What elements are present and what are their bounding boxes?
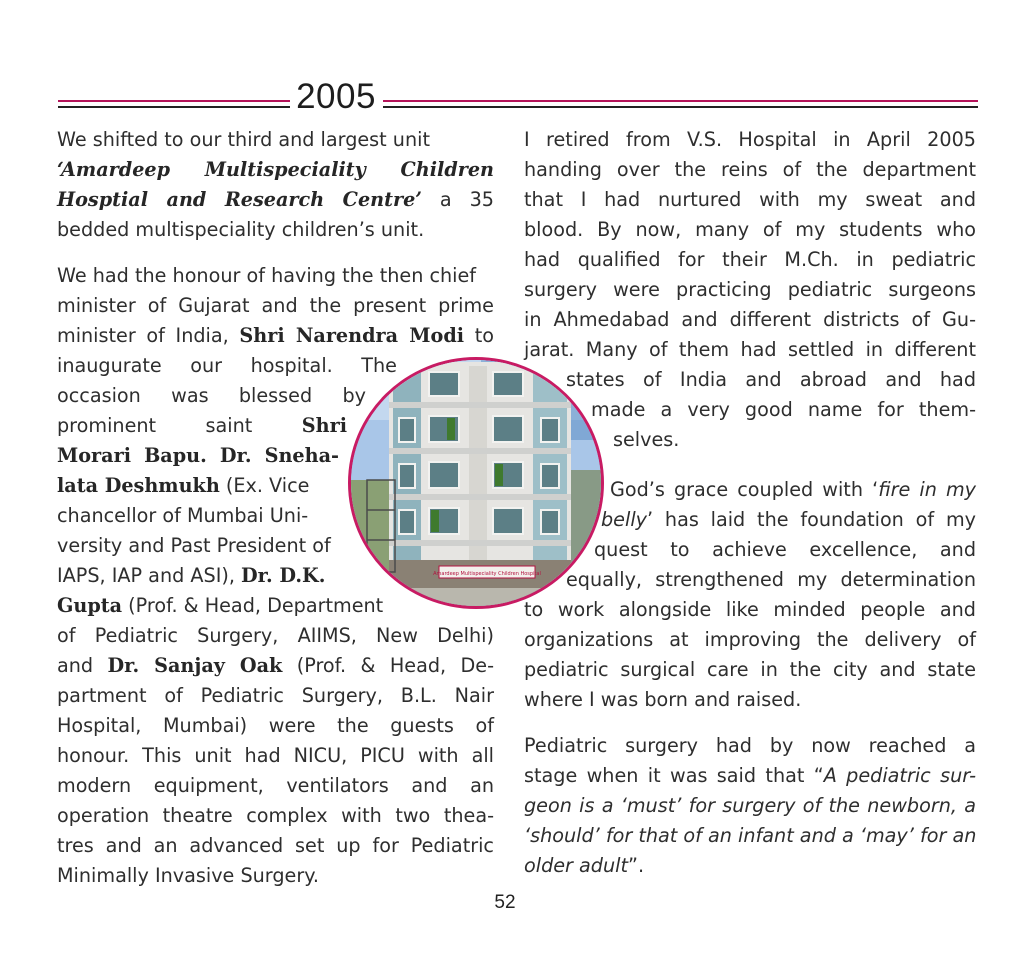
text-line: stage when it was said that “A pediatric sur- xyxy=(524,764,976,787)
text-line: of Pediatric Surgery, AIIMS, New Delhi) xyxy=(57,624,494,647)
text-line: states of India and abroad and had xyxy=(566,368,976,391)
text-line: bedded multispeciality children’s unit. xyxy=(57,218,425,241)
text-line: belly’ has laid the foundation of my xyxy=(601,508,976,531)
text-line: occasion was blessed by xyxy=(57,384,366,407)
text-line: IAPS, IAP and ASI), Dr. D.K. xyxy=(57,564,326,587)
text-line: inaugurate our hospital. The xyxy=(57,354,397,377)
text-line: geon is a ‘must’ for surgery of the newborn, a xyxy=(524,794,976,817)
text-line: minister of India, Shri Narendra Modi to xyxy=(57,324,494,347)
hospital-building-photo xyxy=(348,357,604,609)
header-rule-black-left xyxy=(58,106,290,108)
text-line: pediatric surgical care in the city and state xyxy=(524,658,976,681)
text-line: operation theatre complex with two thea- xyxy=(57,804,494,827)
text-line: equally, strengthened my determination xyxy=(566,568,976,591)
text-line: tres and an advanced set up for Pediatric xyxy=(57,834,494,857)
text-line: that I had nurtured with my sweat and xyxy=(524,188,976,211)
text-line: had qualified for their M.Ch. in pediatric xyxy=(524,248,976,271)
text-line: jarat. Many of them had settled in different xyxy=(524,338,976,361)
text-line: selves. xyxy=(613,428,680,451)
text-line: Gupta (Prof. & Head, Department xyxy=(57,594,384,617)
text-line: and Dr. Sanjay Oak (Prof. & Head, De- xyxy=(57,654,495,677)
header-rule-pink-right xyxy=(383,100,978,102)
text-line: blood. By now, many of my students who xyxy=(524,218,976,241)
text-line: older adult”. xyxy=(524,854,645,877)
text-line: lata Deshmukh (Ex. Vice xyxy=(57,474,310,497)
text-line: We had the honour of having the then chief xyxy=(57,264,477,287)
text-line: to work alongside like minded people and xyxy=(524,598,976,621)
text-line: surgery were practicing pediatric surgeons xyxy=(524,278,976,301)
text-line: Morari Bapu. Dr. Sneha- xyxy=(57,444,339,467)
text-line: where I was born and raised. xyxy=(524,688,802,711)
unit-title-line2: Hosptial and Research Centre’ a 35 xyxy=(57,188,494,211)
text-line: Minimally Invasive Surgery. xyxy=(57,864,319,887)
text-line: organizations at improving the delivery of xyxy=(524,628,976,651)
header-rule-black-right xyxy=(383,106,978,108)
text-line: prominent saint Shri xyxy=(57,414,347,437)
text-line: in Ahmedabad and different districts of Gu- xyxy=(524,308,976,331)
hospital-sign-text: Amardeep Multispeciality Children Hospital xyxy=(433,571,541,577)
text-line: versity and Past President of xyxy=(57,534,331,557)
text-line: Pediatric surgery had by now reached a xyxy=(524,734,976,757)
text-line: minister of Gujarat and the present prime xyxy=(57,294,494,317)
text-line: partment of Pediatric Surgery, B.L. Nair xyxy=(57,684,494,707)
page-number: 52 xyxy=(494,892,516,913)
unit-title-line1: ‘Amardeep Multispeciality Children xyxy=(57,158,494,181)
text-line: quest to achieve excellence, and xyxy=(594,538,976,561)
header-rule-pink-left xyxy=(58,100,290,102)
year-heading: 2005 xyxy=(296,77,376,116)
text-line: Hospital, Mumbai) were the guests of xyxy=(57,714,494,737)
text-line: God’s grace coupled with ‘fire in my xyxy=(610,478,976,501)
text-line: chancellor of Mumbai Uni- xyxy=(57,504,309,527)
text-line: handing over the reins of the department xyxy=(524,158,976,181)
text-line: I retired from V.S. Hospital in April 2005 xyxy=(524,128,976,151)
text-line: We shifted to our third and largest unit xyxy=(57,128,430,151)
text-line: made a very good name for them- xyxy=(591,398,976,421)
text-line: ‘should’ for that of an infant and a ‘may’ for an xyxy=(524,824,977,847)
text-line: honour. This unit had NICU, PICU with all xyxy=(57,744,494,767)
text-line: modern equipment, ventilators and an xyxy=(57,774,494,797)
hospital-building-illustration xyxy=(351,360,601,606)
